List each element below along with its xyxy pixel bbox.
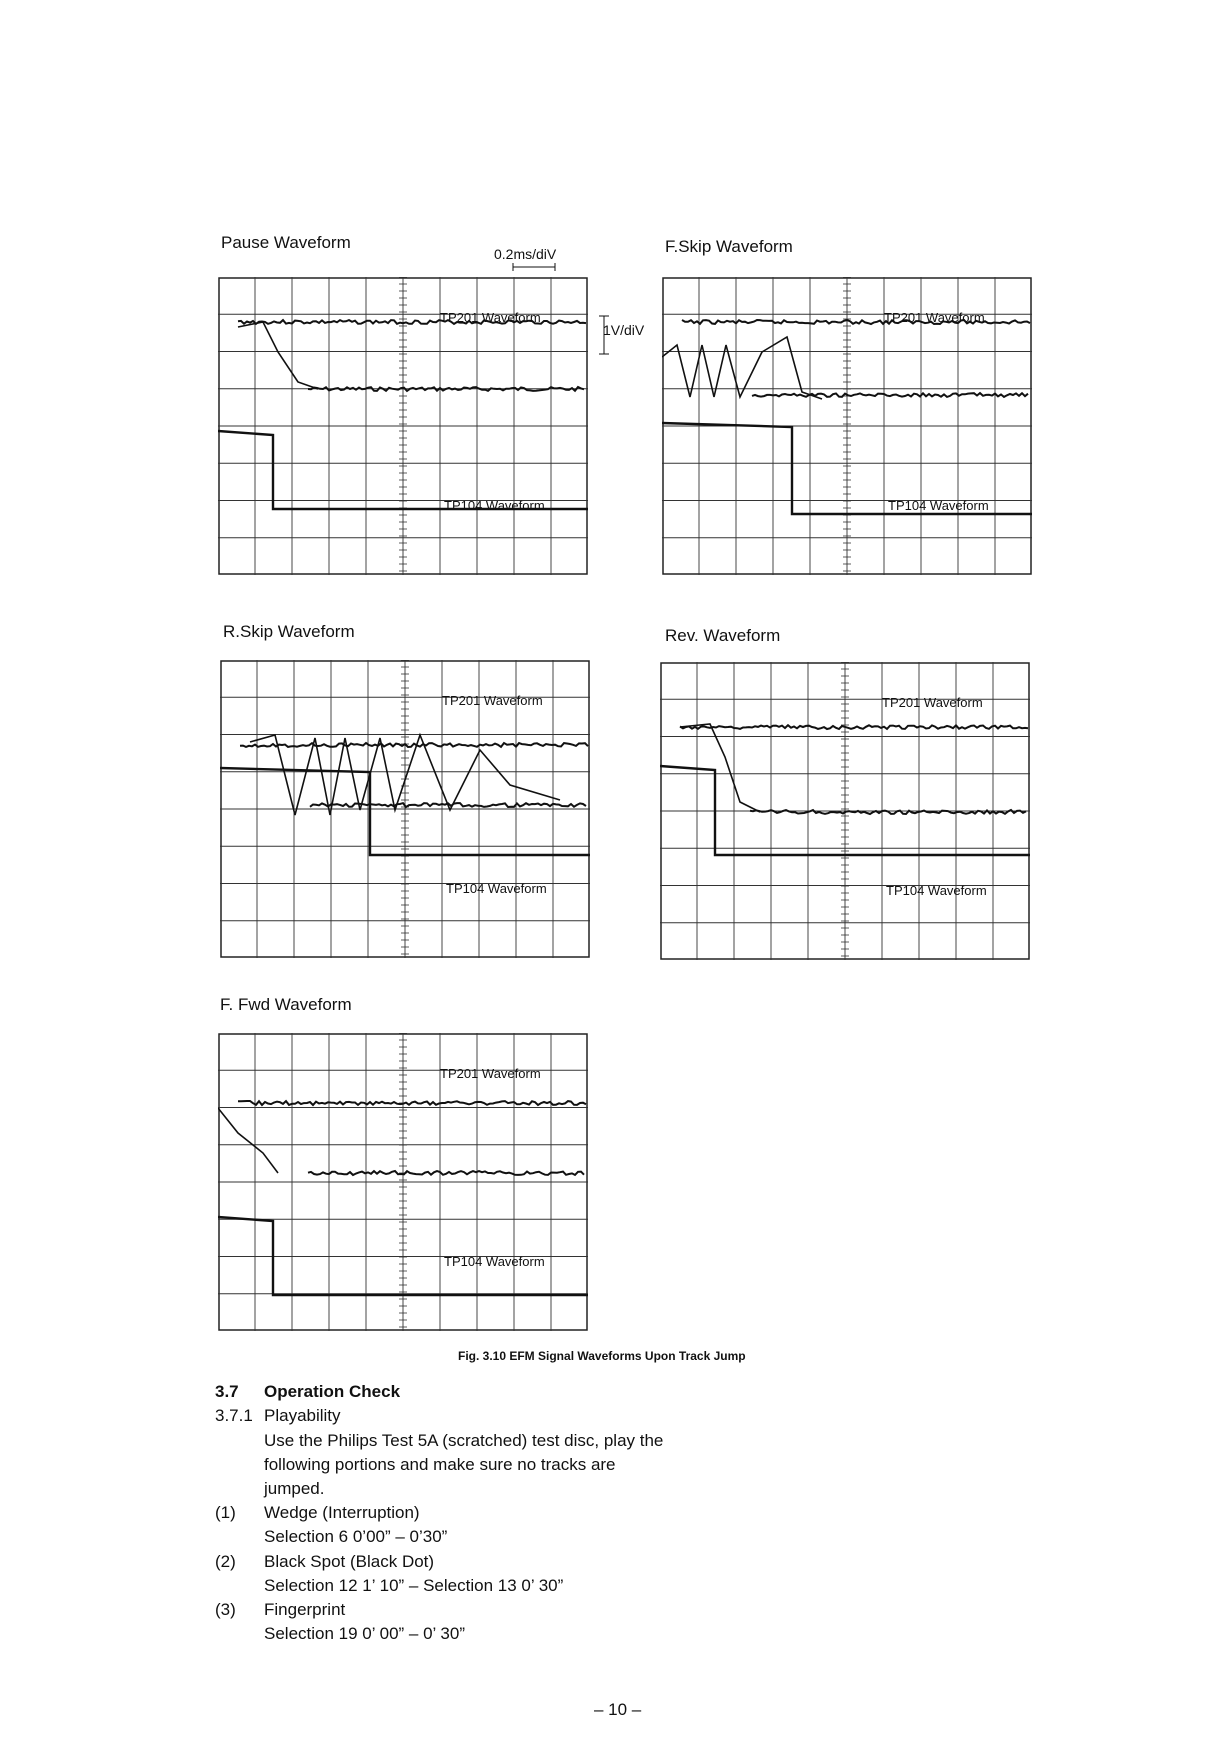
ffwd-waveform-title: F. Fwd Waveform <box>220 995 352 1014</box>
rev-waveform-title: Rev. Waveform <box>665 626 781 645</box>
fskip-scope <box>662 277 1032 575</box>
fskip-waveform-title: F.Skip Waveform <box>665 237 793 256</box>
item-number: (1) <box>215 1503 236 1522</box>
tp201-trace-lower <box>308 1171 584 1175</box>
tp201-label: TP201 Waveform <box>442 693 543 708</box>
item-detail: Selection 19 0’ 00” – 0’ 30” <box>264 1624 465 1643</box>
rev-scope <box>660 662 1030 960</box>
tp201-label: TP201 Waveform <box>440 310 541 325</box>
tp201-trace-lower <box>308 387 584 391</box>
time-scale-marker <box>510 262 560 272</box>
tp201-trace-upper <box>680 725 1028 729</box>
tp104-label: TP104 Waveform <box>444 1254 545 1269</box>
page-number: – 10 – <box>594 1700 642 1719</box>
rskip-waveform-title: R.Skip Waveform <box>223 622 355 641</box>
item-number: (2) <box>215 1552 236 1571</box>
tp201-label: TP201 Waveform <box>440 1066 541 1081</box>
tp201-trace-transition <box>662 337 822 399</box>
tp201-trace-transition <box>238 322 318 389</box>
item-title: Fingerprint <box>264 1600 346 1619</box>
item-detail: Selection 12 1’ 10” – Selection 13 0’ 30” <box>264 1576 564 1595</box>
section-title: Operation Check <box>264 1382 401 1401</box>
ffwd-scope <box>218 1033 588 1331</box>
pause-waveform-title: Pause Waveform <box>221 233 351 252</box>
item-title: Wedge (Interruption) <box>264 1503 420 1522</box>
tp201-trace-lower <box>752 393 1028 397</box>
tp104-label: TP104 Waveform <box>888 498 989 513</box>
figure-caption: Fig. 3.10 EFM Signal Waveforms Upon Track Jump <box>458 1349 746 1363</box>
tp201-trace-upper <box>238 1101 586 1105</box>
tp201-label: TP201 Waveform <box>882 695 983 710</box>
subsection-title: Playability <box>264 1406 341 1425</box>
tp201-label: TP201 Waveform <box>884 310 985 325</box>
intro-line-1: Use the Philips Test 5A (scratched) test disc, play the <box>264 1431 664 1450</box>
tp104-label: TP104 Waveform <box>444 498 545 513</box>
rskip-scope <box>220 660 590 958</box>
subsection-number: 3.7.1 <box>215 1406 253 1425</box>
intro-line-3: jumped. <box>264 1479 325 1498</box>
item-title: Black Spot (Black Dot) <box>264 1552 435 1571</box>
section-number: 3.7 <box>215 1382 239 1401</box>
tp201-trace-transition <box>218 1108 278 1173</box>
time-scale-label: 0.2ms/diV <box>494 246 557 262</box>
intro-line-2: following portions and make sure no tracks are <box>264 1455 616 1474</box>
item-detail: Selection 6 0’00” – 0’30” <box>264 1527 448 1546</box>
tp104-label: TP104 Waveform <box>886 883 987 898</box>
pause-scope <box>218 277 588 575</box>
tp104-label: TP104 Waveform <box>446 881 547 896</box>
tp201-trace-upper <box>240 743 588 747</box>
item-number: (3) <box>215 1600 236 1619</box>
volt-scale-label: 1V/diV <box>603 322 645 338</box>
